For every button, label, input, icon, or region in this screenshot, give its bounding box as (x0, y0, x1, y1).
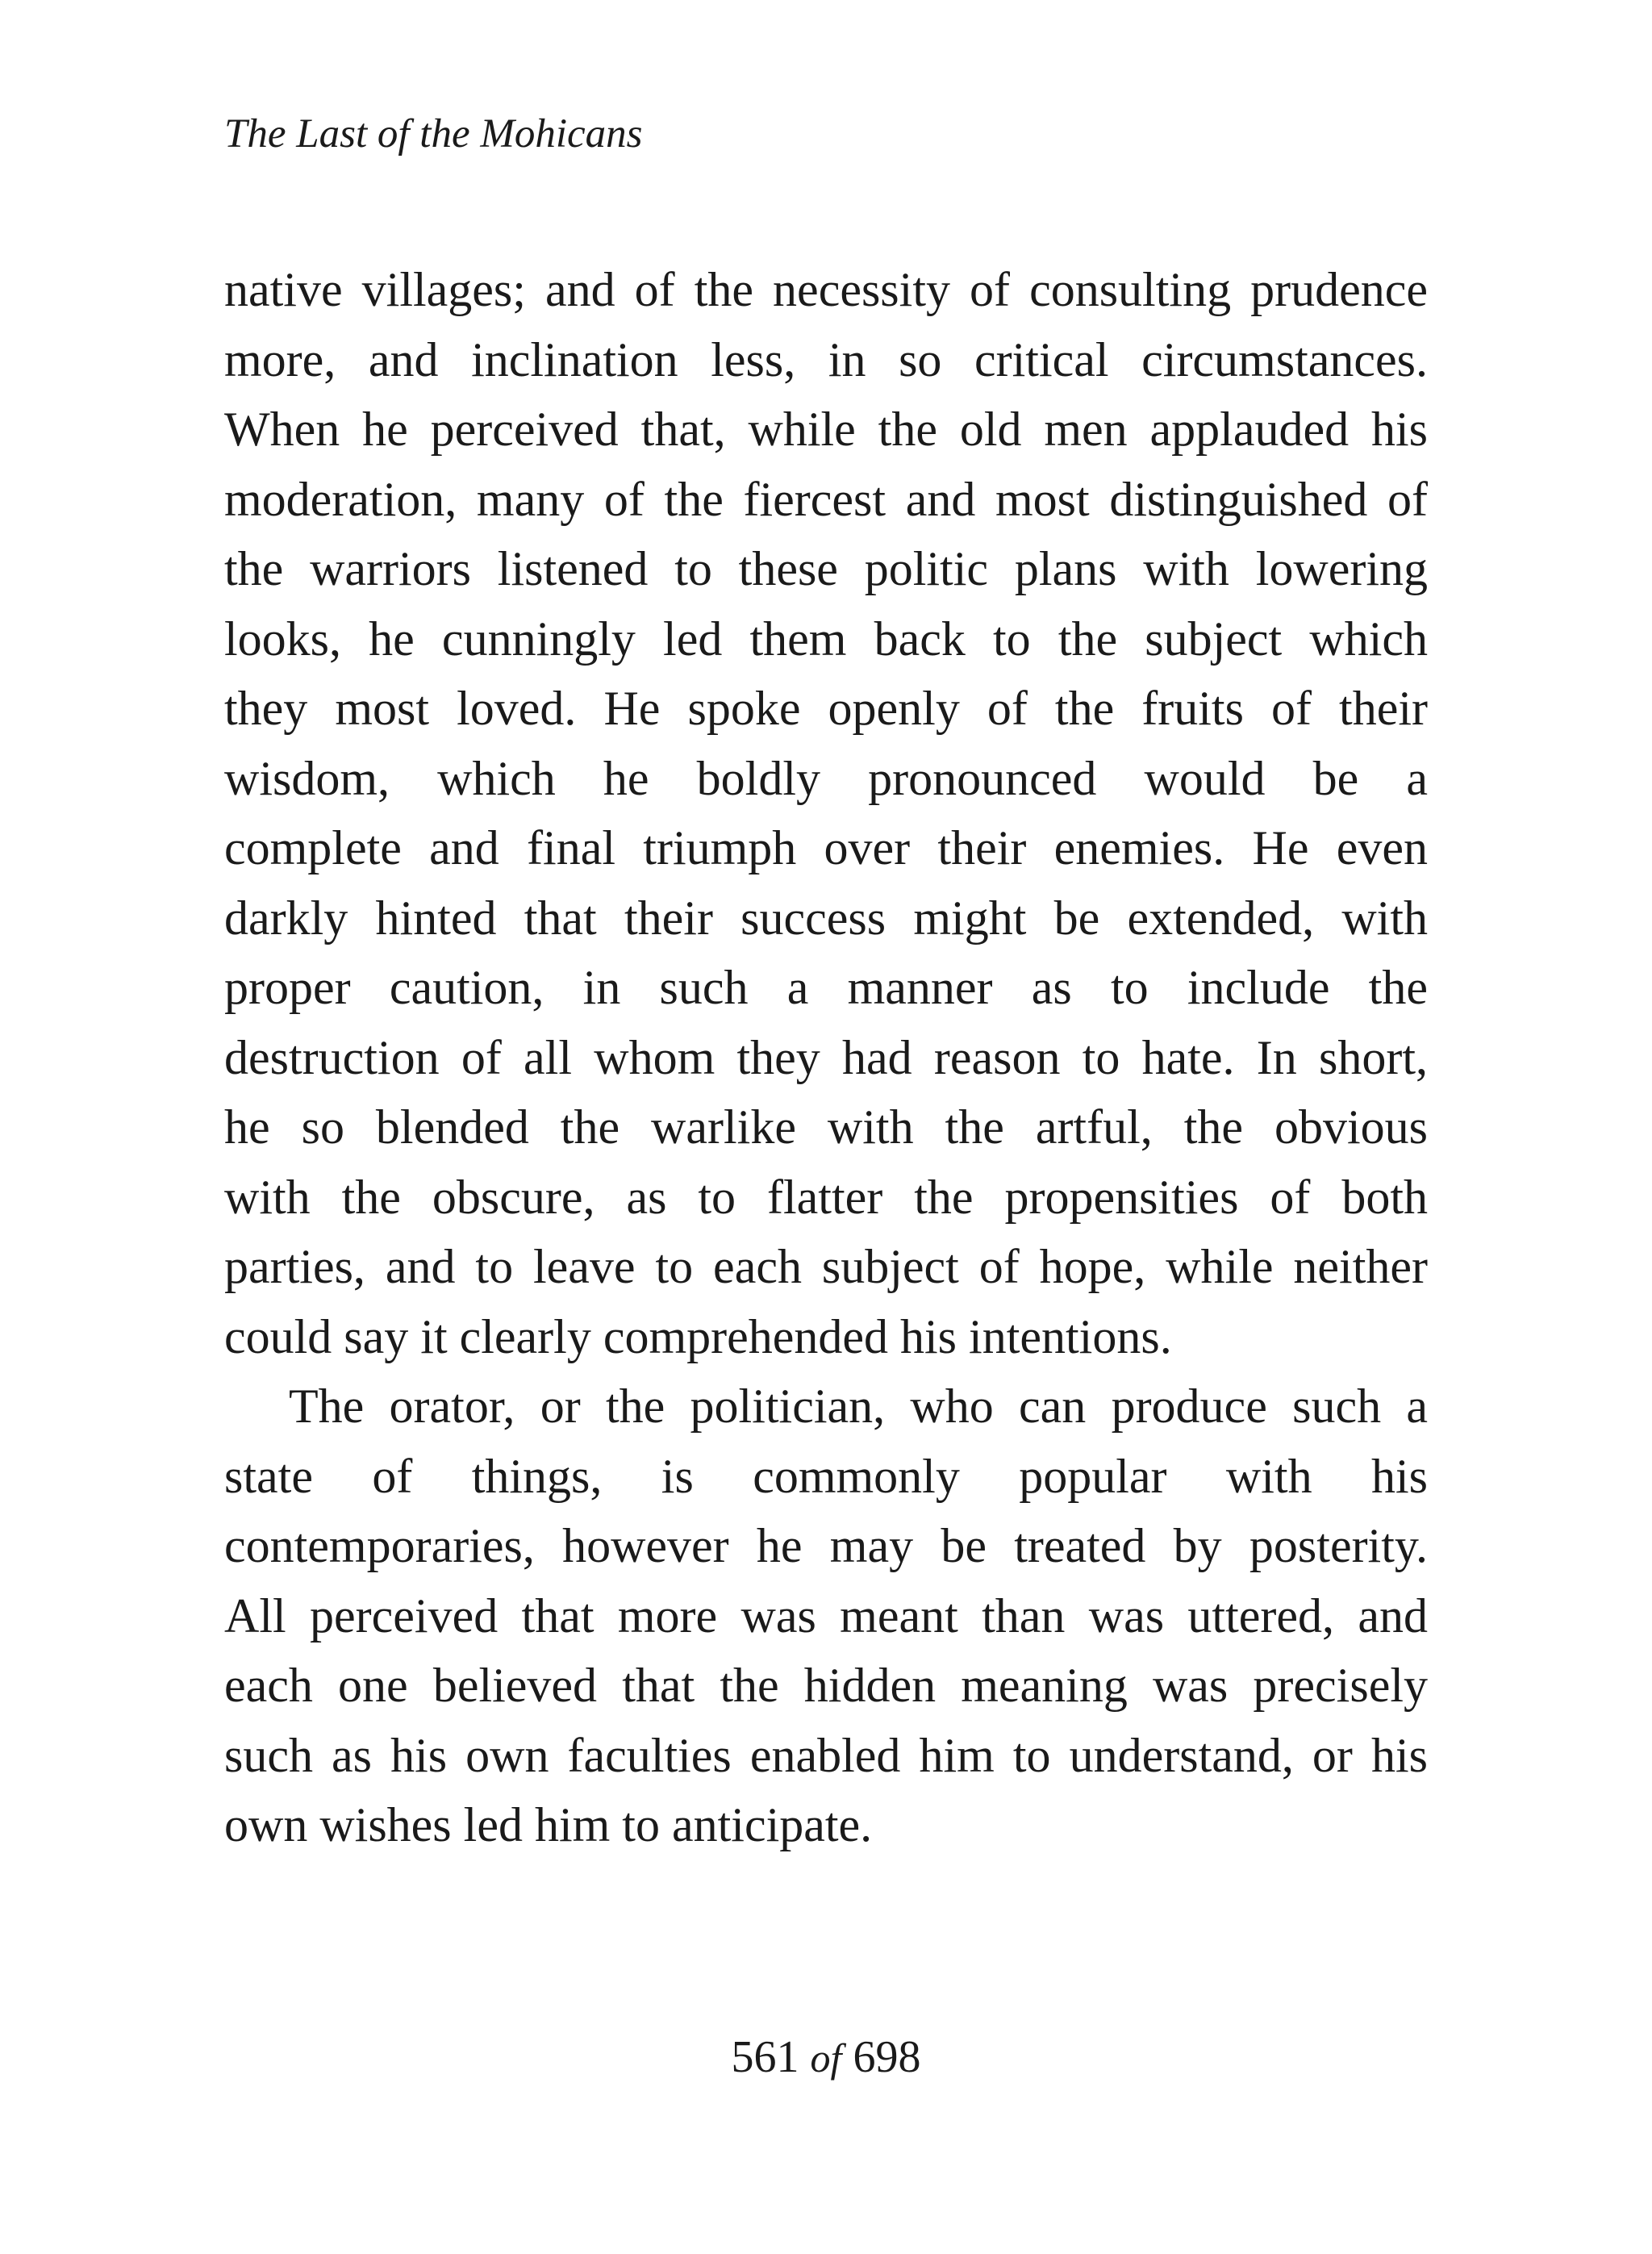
body-text (224, 255, 1428, 1860)
text-line: with the obscure, as to flatter the propensities of both (224, 1170, 1428, 1224)
text-line: they most loved. He spoke openly of the fruits of their (224, 682, 1428, 735)
text-line: could say it clearly comprehended his intentions. (224, 1309, 1172, 1363)
text-line: contemporaries, however he may be treated by posterity. (224, 1519, 1428, 1572)
text-line: such as his own faculties enabled him to understand, or his (224, 1728, 1428, 1782)
text-line: proper caution, in such a manner as to include the (224, 961, 1428, 1014)
paragraph-2 (224, 1371, 1428, 1860)
text-line: parties, and to leave to each subject of hope, while neither (224, 1240, 1428, 1293)
text-line: When he perceived that, while the old men applauded his (224, 403, 1428, 456)
text-line: each one believed that the hidden meaning was precisely (224, 1659, 1428, 1712)
text-line: the warriors listened to these politic plans with lowering (224, 542, 1428, 595)
paragraph-1 (224, 255, 1428, 1371)
text-line: All perceived that more was meant than was uttered, and (224, 1588, 1428, 1642)
text-line: state of things, is commonly popular with his (224, 1449, 1428, 1503)
text-line: The orator, or the politician, who can produce such a (289, 1380, 1428, 1433)
total-page-count: 698 (853, 2032, 921, 2082)
text-line: native villages; and of the necessity of consulting prudence (224, 263, 1428, 316)
text-line: looks, he cunningly led them back to the subject which (224, 612, 1428, 666)
text-line: moderation, many of the fiercest and most distinguished of (224, 472, 1428, 526)
text-line: complete and final triumph over their enemies. He even (224, 821, 1428, 874)
page-of-label: of (810, 2035, 842, 2081)
text-line: destruction of all whom they had reason to hate. In short, (224, 1030, 1428, 1084)
text-line: darkly hinted that their success might be extended, with (224, 891, 1428, 945)
text-line: more, and inclination less, in so critical circumstances. (224, 332, 1428, 386)
running-header-title: The Last of the Mohicans (224, 111, 643, 157)
text-line: own wishes led him to anticipate. (224, 1798, 873, 1851)
text-line: he so blended the warlike with the artful, the obvious (224, 1100, 1428, 1154)
text-line: wisdom, which he boldly pronounced would be a (224, 751, 1428, 805)
current-page-number: 561 (731, 2032, 799, 2082)
page-number (0, 2025, 1652, 2090)
